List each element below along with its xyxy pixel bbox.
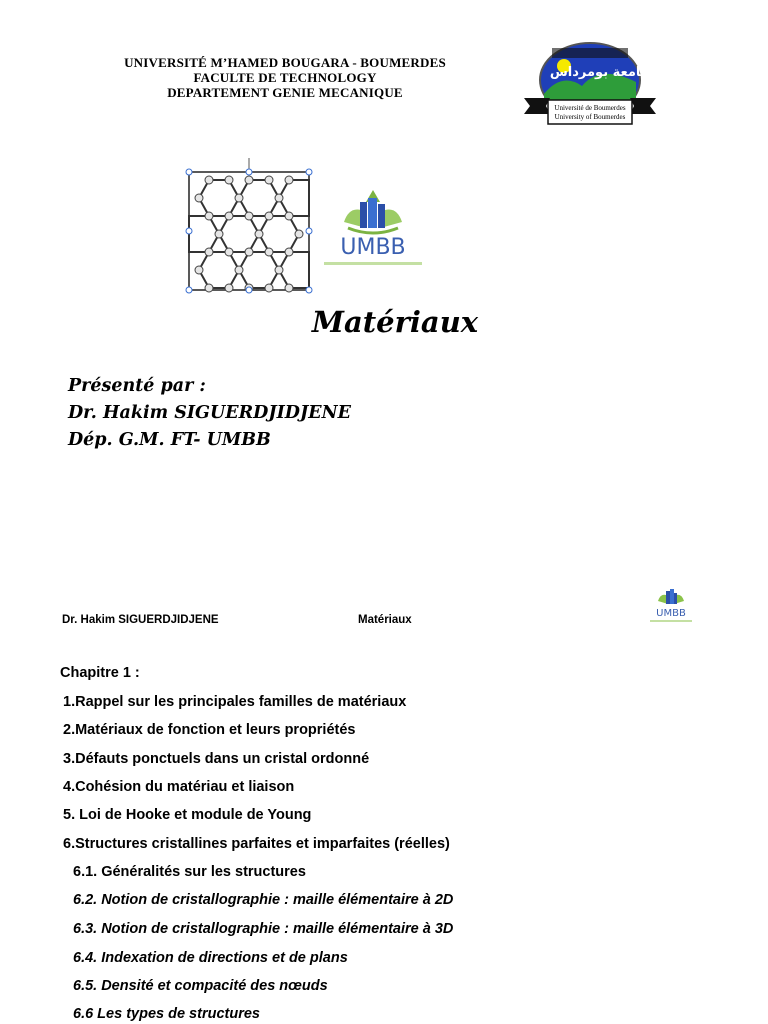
- running-header-author: Dr. Hakim SIGUERDJIDJENE: [62, 614, 219, 626]
- document-title: Matériaux: [311, 305, 479, 339]
- umbb-logo-small: [646, 583, 696, 625]
- seal-text-fr: Université de Boumerdes: [554, 104, 626, 112]
- umbb-small-logo-text: UMBB: [656, 608, 686, 619]
- chapter-label: Chapitre 1 :: [60, 665, 140, 681]
- toc-subitem: 6.2. Notion de cristallographie : maille élémentaire à 2D: [73, 892, 454, 908]
- umbb-logo: [320, 182, 426, 274]
- toc-item: 1.Rappel sur les principales familles de matériaux: [63, 694, 407, 710]
- university-name: UNIVERSITÉ M’HAMED BOUGARA - BOUMERDES: [124, 55, 446, 70]
- toc-item: 2.Matériaux de fonction et leurs propriétés: [63, 722, 356, 738]
- faculty-name: FACULTE DE TECHNOLOGY: [193, 70, 377, 85]
- toc-item: 6.Structures cristallines parfaites et imparfaites (réelles): [63, 836, 450, 852]
- presenter-name: Dr. Hakim SIGUERDJIDJENE: [68, 403, 351, 423]
- toc-subitem: 6.3. Notion de cristallographie : maille élémentaire à 3D: [73, 921, 454, 937]
- university-seal-logo: [522, 42, 658, 126]
- presented-by-label: Présenté par :: [68, 376, 206, 396]
- toc-subitem: 6.1. Généralités sur les structures: [73, 864, 306, 880]
- umbb-logo-text: UMBB: [340, 235, 406, 260]
- department-name: DEPARTEMENT GENIE MECANIQUE: [167, 85, 403, 100]
- toc-subitem: 6.6 Les types de structures: [73, 1006, 260, 1022]
- toc-item: 5. Loi de Hooke et module de Young: [63, 807, 312, 823]
- toc-item: 4.Cohésion du matériau et liaison: [63, 779, 295, 795]
- seal-text-en: University of Boumerdes: [554, 113, 626, 121]
- crystal-structure-image: [182, 156, 318, 296]
- university-header: [60, 55, 510, 100]
- presenter-block: [68, 373, 488, 454]
- seal-arabic-text: جامعة بومرداس: [549, 65, 651, 80]
- toc-subitem: 6.4. Indexation de directions et de plans: [73, 950, 348, 966]
- presenter-department: Dép. G.M. FT- UMBB: [68, 430, 271, 450]
- toc-subitem: 6.5. Densité et compacité des nœuds: [73, 978, 328, 994]
- running-header-title: Matériaux: [358, 614, 412, 626]
- toc-item: 3.Défauts ponctuels dans un cristal ordonné: [63, 751, 370, 767]
